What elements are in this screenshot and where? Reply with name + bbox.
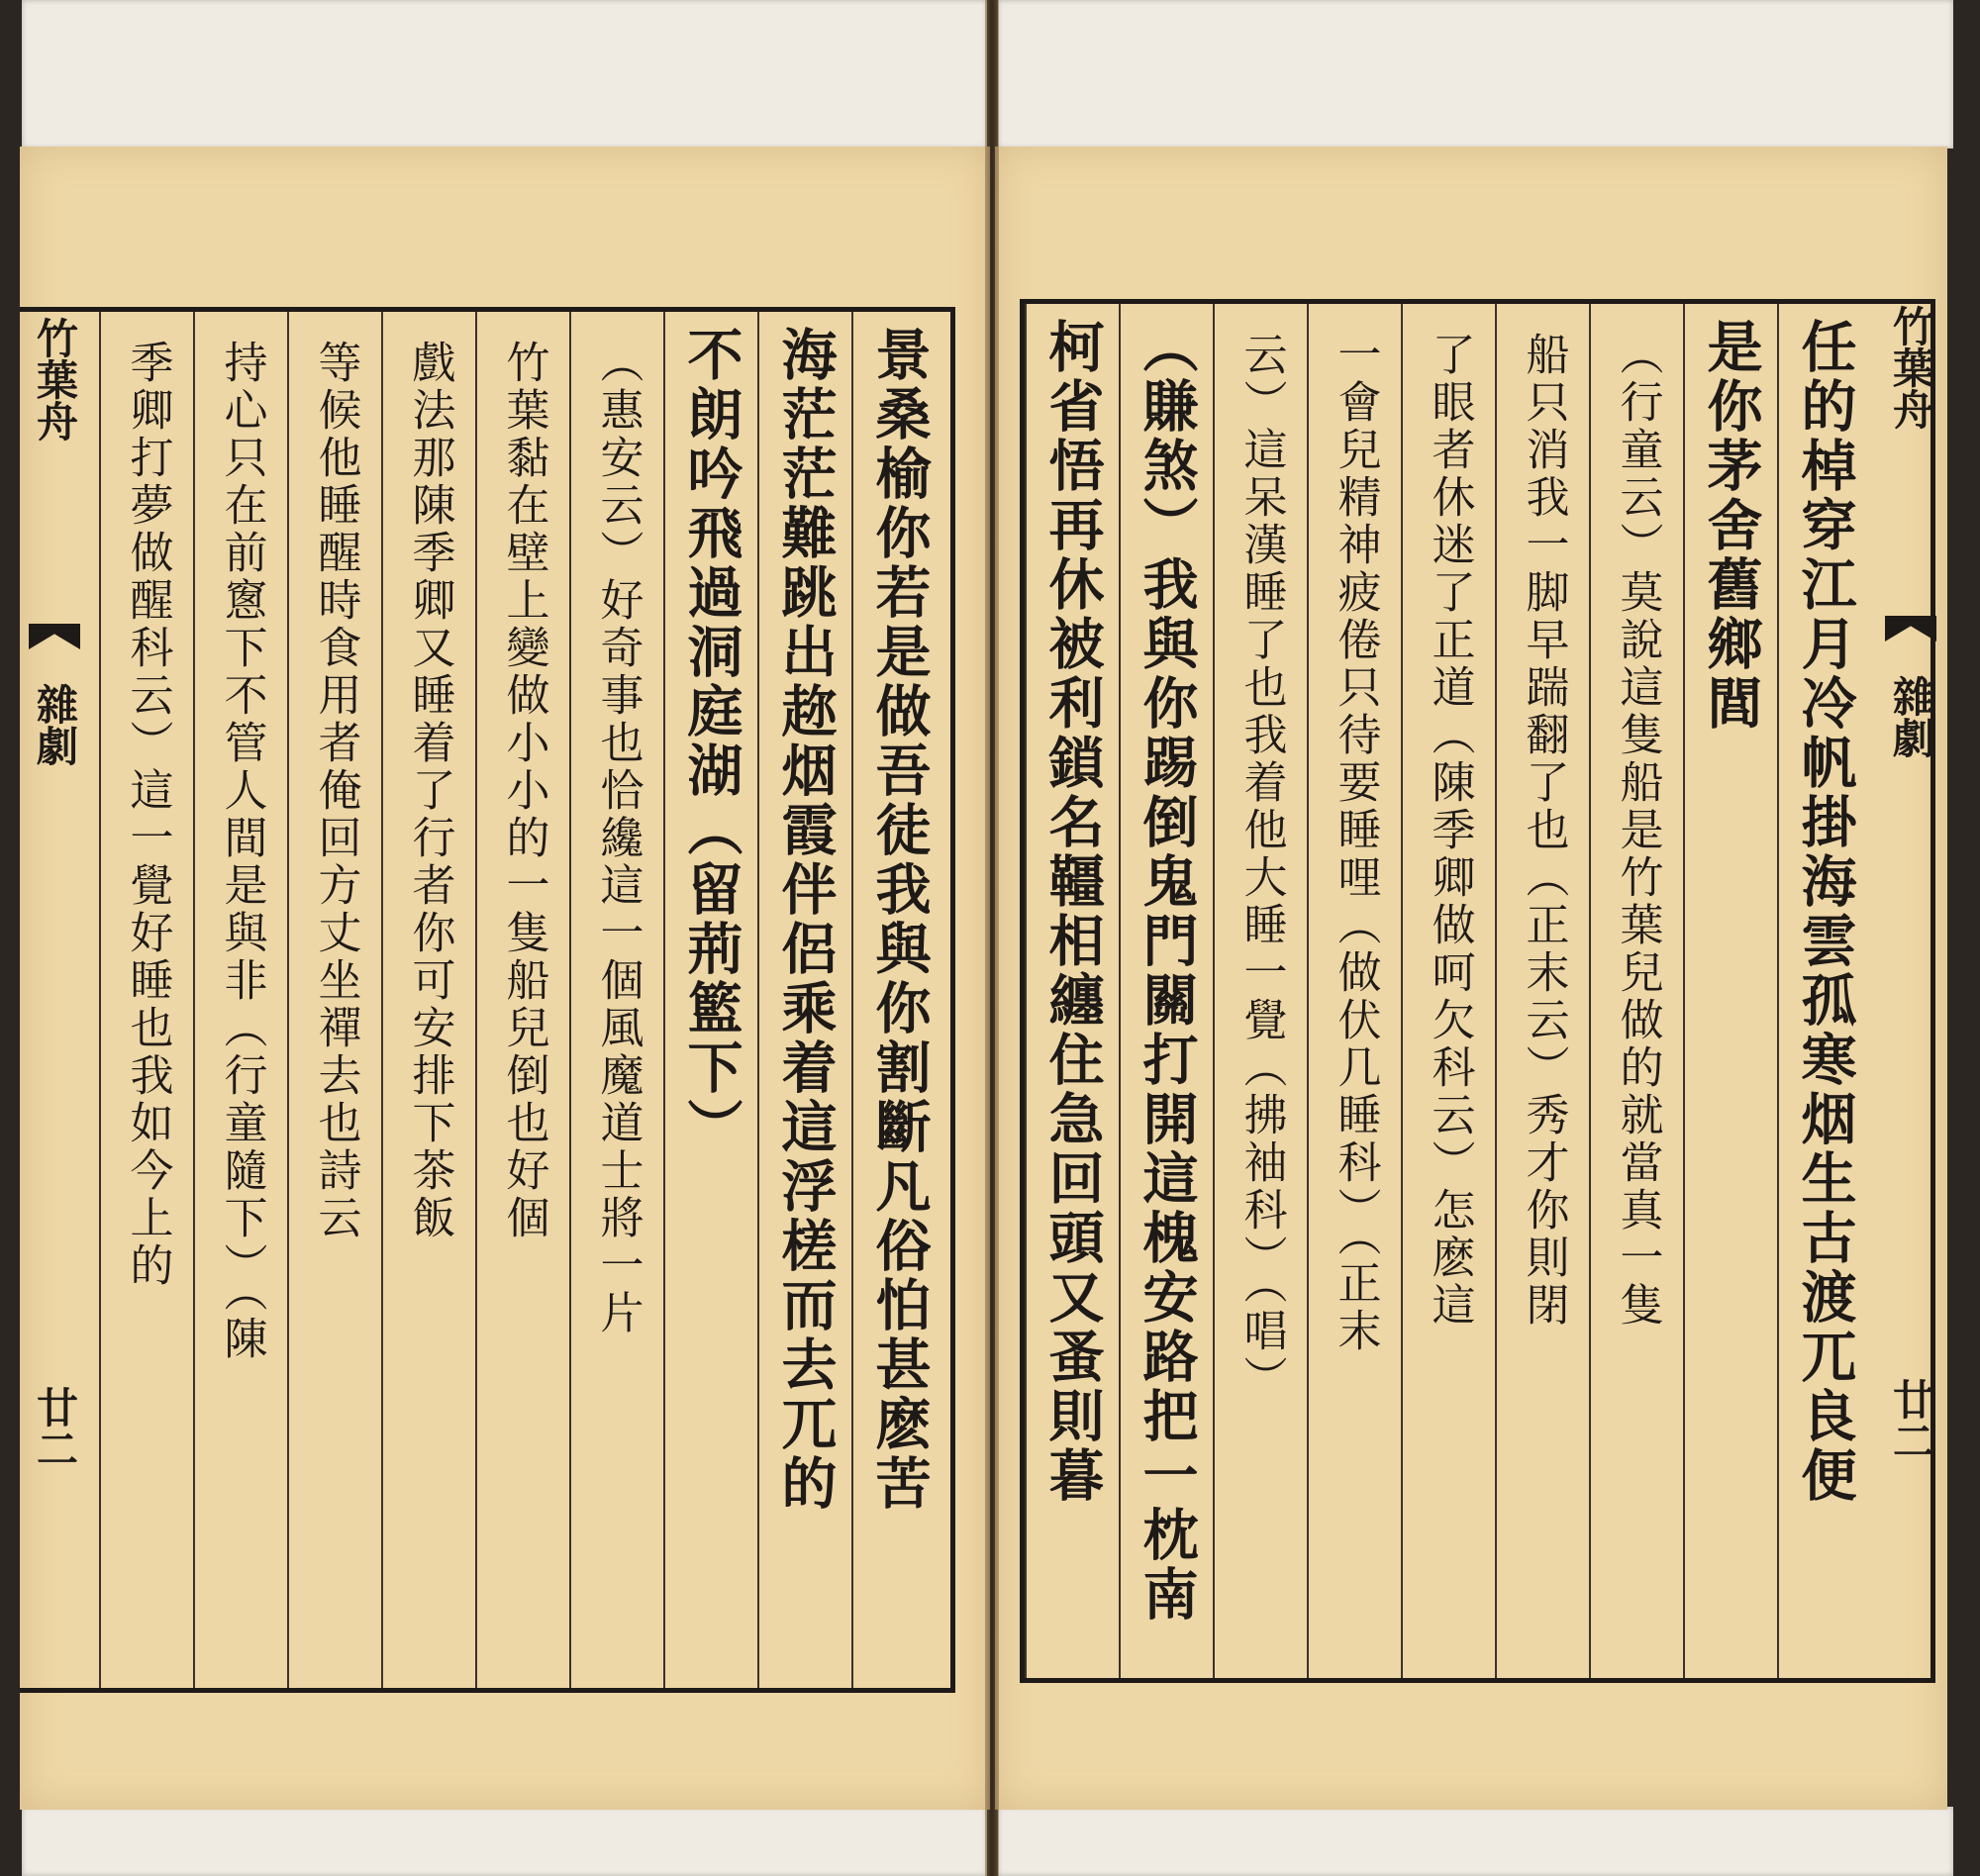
text-column — [1025, 304, 1119, 1678]
left-margin-title: 竹葉舟 — [31, 317, 79, 442]
column-text: （惠安云）好奇事也恰纔這一個風魔道士將一片 — [592, 340, 644, 1337]
column-text: 持心只在前窻下不管人間是與非（行童隨下）（陳 — [216, 340, 267, 1363]
column-text: 一會兒精神疲倦只待要睡哩（做伏几睡科）（正末 — [1330, 332, 1381, 1355]
left-page-frame — [20, 307, 955, 1693]
top-guard-sheet-left — [22, 0, 987, 148]
column-text: 不朗吟飛過洞庭湖（留荊籃下） — [678, 326, 744, 1157]
text-column — [1683, 304, 1777, 1678]
text-column — [1307, 304, 1401, 1678]
column-text: 云）這呆漢睡了也我着他大睡一覺（拂袖科）（唱） — [1236, 332, 1287, 1403]
column-text: 柯省悟再休被利鎖名韁相纏住急回頭又蚤則暮 — [1040, 318, 1106, 1506]
text-column — [569, 312, 663, 1688]
text-column — [1119, 304, 1213, 1678]
text-column — [287, 312, 381, 1688]
text-column — [1495, 304, 1589, 1678]
column-text: 海茫茫難跳出趂烟霞伴侶乘着這浮槎而去兀的 — [772, 326, 839, 1514]
text-column — [193, 312, 287, 1688]
book-gutter — [985, 0, 999, 1876]
column-text: （賺煞）我與你踢倒鬼門關打開這槐安路把一枕南 — [1134, 318, 1200, 1625]
column-text: 竹葉黏在壁上變做小小的一隻船兒倒也好個 — [498, 340, 549, 1242]
right-columns — [1025, 304, 1871, 1678]
column-text: （行童云）莫說這隻船是竹葉兒做的就當真一隻 — [1612, 332, 1663, 1330]
text-column — [1213, 304, 1307, 1678]
text-column — [1589, 304, 1683, 1678]
left-margin-section: 雜劇 — [31, 683, 79, 766]
right-page-frame — [1020, 299, 1935, 1683]
text-column — [851, 312, 945, 1688]
text-column — [1401, 304, 1495, 1678]
bottom-guard-sheet-left — [22, 1807, 987, 1876]
text-column — [381, 312, 475, 1688]
column-text: 季卿打夢做醒科云）這一覺好睡也我如今上的 — [122, 340, 173, 1290]
text-column — [99, 312, 193, 1688]
text-column — [475, 312, 569, 1688]
right-margin-folio: 廿二 — [1887, 1378, 1935, 1461]
text-column — [663, 312, 757, 1688]
left-margin-folio: 廿二 — [31, 1386, 79, 1469]
right-margin-title: 竹葉舟 — [1887, 305, 1935, 430]
left-columns — [99, 312, 945, 1688]
top-guard-sheet-right — [998, 0, 1953, 148]
column-text: 景桑榆你若是做吾徒我與你割斷凡俗怕甚麽苦 — [866, 326, 933, 1514]
fishtail-mark-right — [1885, 616, 1936, 642]
column-text: 任的棹穿江月冷帆掛海雲孤寒烟生古渡兀良便 — [1792, 318, 1858, 1506]
right-margin-strip — [1881, 299, 1940, 1685]
right-margin-section: 雜劇 — [1887, 675, 1935, 758]
column-text: 等候他睡醒時食用者俺回方丈坐禪去也詩云 — [310, 340, 361, 1242]
column-text: 是你茅舍舊鄉閭 — [1698, 318, 1764, 734]
column-text: 了眼者休迷了正道（陳季卿做呵欠科云）怎麽這 — [1424, 332, 1475, 1330]
text-column — [757, 312, 851, 1688]
bottom-guard-sheet-right — [998, 1807, 1953, 1876]
column-text: 戲法那陳季卿又睡着了行者你可安排下茶飯 — [404, 340, 455, 1242]
column-text: 船只消我一脚早踹翻了也（正末云）秀才你則閉 — [1518, 332, 1569, 1330]
text-column — [1777, 304, 1871, 1678]
